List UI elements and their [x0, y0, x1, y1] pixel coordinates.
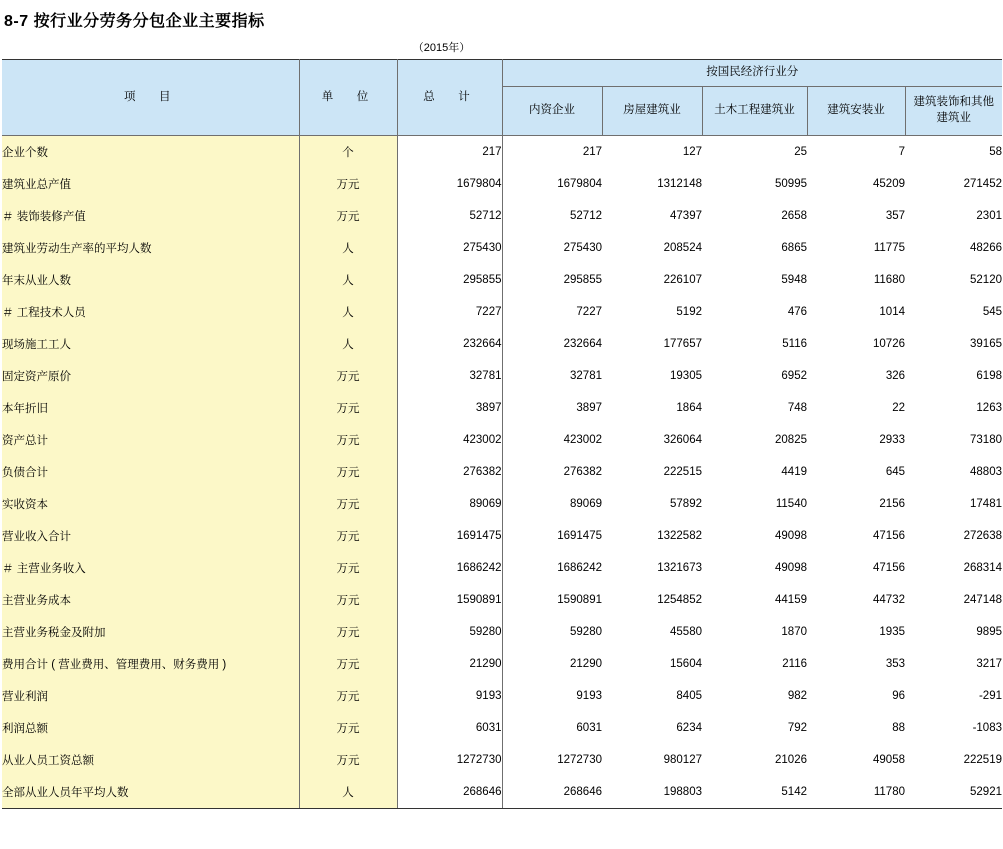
row-value: 6031 — [397, 712, 502, 744]
row-value: 73180 — [905, 424, 1002, 456]
row-label: 费用合计 ( 营业费用、管理费用、财务费用 ) — [2, 648, 299, 680]
row-value: 2301 — [905, 200, 1002, 232]
row-value: 423002 — [502, 424, 602, 456]
row-value: 247148 — [905, 584, 1002, 616]
table-row — [2, 648, 1002, 680]
row-value: 275430 — [397, 232, 502, 264]
row-value: 268646 — [397, 776, 502, 809]
row-value: 5142 — [702, 776, 807, 809]
table-row — [2, 456, 1002, 488]
row-value: 89069 — [502, 488, 602, 520]
row-value: 295855 — [397, 264, 502, 296]
row-value: 22 — [807, 392, 905, 424]
row-value: 89069 — [397, 488, 502, 520]
row-value: 1254852 — [602, 584, 702, 616]
header-unit: 单 位 — [299, 60, 397, 136]
table-row — [2, 552, 1002, 584]
row-value: 32781 — [502, 360, 602, 392]
row-value: 353 — [807, 648, 905, 680]
row-value: 57892 — [602, 488, 702, 520]
row-value: 44159 — [702, 584, 807, 616]
row-value: 222519 — [905, 744, 1002, 776]
table-header — [2, 60, 1002, 136]
row-value: 1312148 — [602, 168, 702, 200]
header-domestic-enterprises: 内资企业 — [502, 87, 602, 136]
row-value: 47156 — [807, 552, 905, 584]
row-value: 49058 — [807, 744, 905, 776]
row-value: 198803 — [602, 776, 702, 809]
table-row — [2, 584, 1002, 616]
row-value: 232664 — [397, 328, 502, 360]
row-value: 45580 — [602, 616, 702, 648]
row-value: 9193 — [397, 680, 502, 712]
row-label: 建筑业劳动生产率的平均人数 — [2, 232, 299, 264]
row-value: 5116 — [702, 328, 807, 360]
row-value: 1321673 — [602, 552, 702, 584]
row-value: 48803 — [905, 456, 1002, 488]
row-value: 1590891 — [502, 584, 602, 616]
row-value: 268314 — [905, 552, 1002, 584]
row-value: 45209 — [807, 168, 905, 200]
row-value: 52712 — [502, 200, 602, 232]
table-row — [2, 744, 1002, 776]
row-value: 645 — [807, 456, 905, 488]
row-value: 6031 — [502, 712, 602, 744]
row-value: 20825 — [702, 424, 807, 456]
row-label: 固定资产原价 — [2, 360, 299, 392]
table-row — [2, 328, 1002, 360]
row-label: 负债合计 — [2, 456, 299, 488]
row-value: 275430 — [502, 232, 602, 264]
row-value: 11780 — [807, 776, 905, 809]
row-value: 1014 — [807, 296, 905, 328]
table-row — [2, 200, 1002, 232]
header-industry-group: 按国民经济行业分 — [502, 60, 1002, 87]
header-civil-engineering: 土木工程建筑业 — [702, 87, 807, 136]
row-value: 208524 — [602, 232, 702, 264]
row-value: 232664 — [502, 328, 602, 360]
row-value: 6198 — [905, 360, 1002, 392]
row-value: 47397 — [602, 200, 702, 232]
row-value: 11775 — [807, 232, 905, 264]
table-row — [2, 264, 1002, 296]
row-value: 276382 — [397, 456, 502, 488]
row-label: 实收资本 — [2, 488, 299, 520]
row-value: 1864 — [602, 392, 702, 424]
table-row — [2, 360, 1002, 392]
row-value: 3897 — [502, 392, 602, 424]
row-value: 17481 — [905, 488, 1002, 520]
row-value: 32781 — [397, 360, 502, 392]
row-value: 982 — [702, 680, 807, 712]
row-value: 11540 — [702, 488, 807, 520]
row-value: 2933 — [807, 424, 905, 456]
row-unit: 万元 — [299, 392, 397, 424]
row-value: 50995 — [702, 168, 807, 200]
row-value: 52120 — [905, 264, 1002, 296]
row-value: 127 — [602, 136, 702, 169]
table-body — [2, 136, 1002, 809]
row-unit: 万元 — [299, 200, 397, 232]
row-value: 222515 — [602, 456, 702, 488]
row-label: 利润总额 — [2, 712, 299, 744]
row-value: 21290 — [502, 648, 602, 680]
row-value: 7227 — [397, 296, 502, 328]
row-value: 276382 — [502, 456, 602, 488]
row-value: 11680 — [807, 264, 905, 296]
row-value: 7 — [807, 136, 905, 169]
row-label: 资产总计 — [2, 424, 299, 456]
table-row — [2, 712, 1002, 744]
row-unit: 万元 — [299, 360, 397, 392]
row-label: 全部从业人员年平均人数 — [2, 776, 299, 809]
row-label: 现场施工工人 — [2, 328, 299, 360]
row-value: 96 — [807, 680, 905, 712]
main-data-table — [2, 59, 1002, 809]
header-row-1 — [2, 60, 1002, 87]
table-row — [2, 424, 1002, 456]
row-value: 217 — [502, 136, 602, 169]
row-value: 272638 — [905, 520, 1002, 552]
row-value: 49098 — [702, 520, 807, 552]
row-unit: 万元 — [299, 744, 397, 776]
row-value: 1679804 — [502, 168, 602, 200]
row-unit: 万元 — [299, 552, 397, 584]
row-value: 9895 — [905, 616, 1002, 648]
header-decoration-other — [905, 87, 1002, 136]
row-value: 21290 — [397, 648, 502, 680]
row-unit: 万元 — [299, 424, 397, 456]
row-value: 357 — [807, 200, 905, 232]
row-label: 年末从业人数 — [2, 264, 299, 296]
row-value: 748 — [702, 392, 807, 424]
row-unit: 个 — [299, 136, 397, 169]
row-value: 39165 — [905, 328, 1002, 360]
table-row — [2, 232, 1002, 264]
row-value: 48266 — [905, 232, 1002, 264]
row-label: ＃ 装饰装修产值 — [2, 200, 299, 232]
row-value: 52921 — [905, 776, 1002, 809]
row-value: 59280 — [397, 616, 502, 648]
row-value: 1590891 — [397, 584, 502, 616]
row-value: -291 — [905, 680, 1002, 712]
row-unit: 万元 — [299, 680, 397, 712]
row-value: 3897 — [397, 392, 502, 424]
row-value: 268646 — [502, 776, 602, 809]
row-unit: 万元 — [299, 584, 397, 616]
row-value: 476 — [702, 296, 807, 328]
table-row — [2, 488, 1002, 520]
row-value: 19305 — [602, 360, 702, 392]
row-label: 主营业务成本 — [2, 584, 299, 616]
row-label: ＃ 工程技术人员 — [2, 296, 299, 328]
row-value: 6865 — [702, 232, 807, 264]
table-row — [2, 168, 1002, 200]
table-row — [2, 776, 1002, 809]
row-unit: 万元 — [299, 520, 397, 552]
row-value: 5948 — [702, 264, 807, 296]
row-value: 58 — [905, 136, 1002, 169]
row-value: 217 — [397, 136, 502, 169]
row-value: 1322582 — [602, 520, 702, 552]
row-value: 177657 — [602, 328, 702, 360]
row-label: 企业个数 — [2, 136, 299, 169]
row-unit: 万元 — [299, 168, 397, 200]
row-unit: 人 — [299, 264, 397, 296]
row-label: 从业人员工资总额 — [2, 744, 299, 776]
row-value: 295855 — [502, 264, 602, 296]
row-value: 545 — [905, 296, 1002, 328]
table-row — [2, 136, 1002, 169]
table-row — [2, 392, 1002, 424]
row-unit: 人 — [299, 328, 397, 360]
row-value: 423002 — [397, 424, 502, 456]
row-value: 6952 — [702, 360, 807, 392]
row-label: ＃ 主营业务收入 — [2, 552, 299, 584]
row-value: 15604 — [602, 648, 702, 680]
table-row — [2, 616, 1002, 648]
header-decoration-other-line1: 建筑装饰和其他 — [913, 96, 994, 109]
row-value: 1263 — [905, 392, 1002, 424]
row-value: 3217 — [905, 648, 1002, 680]
header-installation: 建筑安装业 — [807, 87, 905, 136]
row-value: 1935 — [807, 616, 905, 648]
row-value: 10726 — [807, 328, 905, 360]
row-value: 326064 — [602, 424, 702, 456]
table-row — [2, 680, 1002, 712]
header-building-construction: 房屋建筑业 — [602, 87, 702, 136]
row-value: 1272730 — [502, 744, 602, 776]
row-label: 主营业务税金及附加 — [2, 616, 299, 648]
row-value: 980127 — [602, 744, 702, 776]
row-value: 47156 — [807, 520, 905, 552]
row-value: 226107 — [602, 264, 702, 296]
header-total: 总 计 — [397, 60, 502, 136]
row-value: 52712 — [397, 200, 502, 232]
table-row — [2, 296, 1002, 328]
row-value: 1272730 — [397, 744, 502, 776]
row-value: 2658 — [702, 200, 807, 232]
row-value: 49098 — [702, 552, 807, 584]
header-item: 项 目 — [2, 60, 299, 136]
row-label: 营业收入合计 — [2, 520, 299, 552]
row-unit: 万元 — [299, 712, 397, 744]
row-unit: 人 — [299, 232, 397, 264]
row-value: 9193 — [502, 680, 602, 712]
row-value: 59280 — [502, 616, 602, 648]
table-row — [2, 520, 1002, 552]
row-value: 1679804 — [397, 168, 502, 200]
row-value: 6234 — [602, 712, 702, 744]
row-unit: 万元 — [299, 616, 397, 648]
row-value: 1870 — [702, 616, 807, 648]
row-value: 1686242 — [502, 552, 602, 584]
row-value: 271452 — [905, 168, 1002, 200]
row-value: 1691475 — [397, 520, 502, 552]
header-decoration-other-line2: 建筑业 — [936, 112, 971, 124]
row-unit: 人 — [299, 776, 397, 809]
row-value: 4419 — [702, 456, 807, 488]
row-value: 1691475 — [502, 520, 602, 552]
row-value: -1083 — [905, 712, 1002, 744]
row-label: 建筑业总产值 — [2, 168, 299, 200]
row-value: 21026 — [702, 744, 807, 776]
row-value: 2116 — [702, 648, 807, 680]
row-value: 2156 — [807, 488, 905, 520]
row-value: 25 — [702, 136, 807, 169]
row-unit: 人 — [299, 296, 397, 328]
row-unit: 万元 — [299, 456, 397, 488]
row-value: 7227 — [502, 296, 602, 328]
row-value: 44732 — [807, 584, 905, 616]
row-value: 88 — [807, 712, 905, 744]
page-title: 8-7 按行业分劳务分包企业主要指标 — [4, 13, 265, 30]
row-unit: 万元 — [299, 488, 397, 520]
row-label: 本年折旧 — [2, 392, 299, 424]
row-unit: 万元 — [299, 648, 397, 680]
row-label: 营业利润 — [2, 680, 299, 712]
row-value: 1686242 — [397, 552, 502, 584]
table-subtitle: （2015年） — [412, 42, 471, 54]
row-value: 326 — [807, 360, 905, 392]
row-value: 792 — [702, 712, 807, 744]
row-value: 5192 — [602, 296, 702, 328]
row-value: 8405 — [602, 680, 702, 712]
